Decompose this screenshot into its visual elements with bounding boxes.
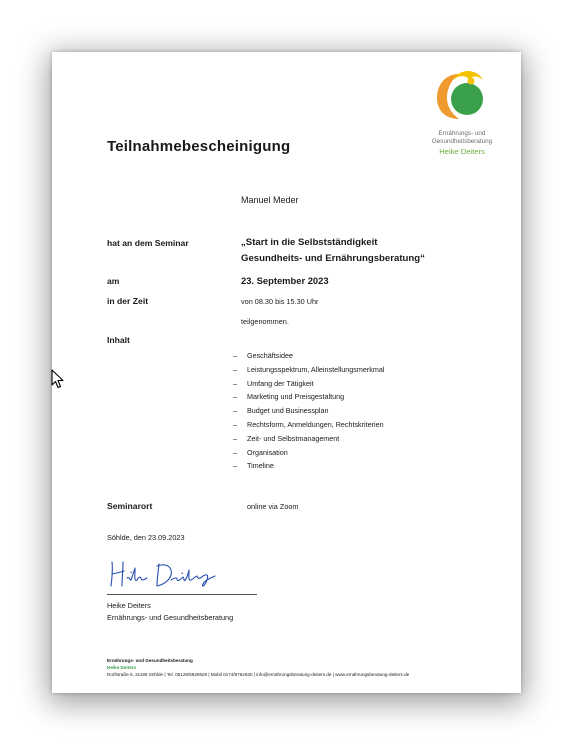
- seminar-title-line1: „Start in die Selbstständigkeit: [241, 237, 378, 248]
- topic-item: [233, 404, 384, 418]
- topic-bullet: –: [233, 378, 237, 388]
- seminar-label: hat an dem Seminar: [107, 238, 189, 248]
- signer-role: Ernährungs- und Gesundheitsberatung: [107, 613, 234, 622]
- venue-label: Seminarort: [107, 501, 153, 511]
- topic-label: Timeline: [247, 461, 274, 471]
- topic-label: Umfang der Tätigkeit: [247, 378, 314, 388]
- logo-text-line2: Gesundheitsberatung: [431, 138, 493, 145]
- signature-line: [107, 594, 257, 595]
- topic-bullet: –: [233, 447, 237, 457]
- time-value: von 08.30 bis 15.30 Uhr: [241, 297, 319, 306]
- certificate-page: [52, 52, 521, 693]
- document-title: Teilnahmebescheinigung: [107, 138, 291, 155]
- footer-contact: Dorfstraße 6, 31185 Söhlde | Tel. 05129/6829628 | Mobil 0174/6762630 | info@ernährungsberatung-deiters.de | www.ernährungsberatung-deiters.de: [107, 672, 410, 677]
- contents-label: Inhalt: [107, 335, 130, 345]
- topic-label: Leistungsspektrum, Alleinstellungsmerkmal: [247, 364, 385, 374]
- topic-label: Budget und Businessplan: [247, 406, 329, 416]
- topic-bullet: –: [233, 461, 237, 471]
- topic-item: [233, 432, 384, 446]
- company-logo: [418, 66, 506, 156]
- topic-bullet: –: [233, 364, 237, 374]
- topic-bullet: –: [233, 392, 237, 402]
- participated-text: teilgenommen.: [241, 317, 289, 326]
- footer-owner: Heike Deiters: [107, 665, 137, 670]
- topic-item: [233, 459, 384, 473]
- venue-value: online via Zoom: [247, 502, 299, 511]
- topic-bullet: –: [233, 406, 237, 416]
- date-value: 23. September 2023: [241, 275, 329, 286]
- footer-company: Ernährungs- und Gesundheitsberatung: [107, 658, 193, 663]
- logo-text-line3: Heike Deiters: [439, 147, 485, 156]
- topics-list: [233, 349, 384, 473]
- topic-item: [233, 349, 384, 363]
- handwritten-signature: [107, 556, 217, 592]
- topic-label: Geschäftsidee: [247, 351, 293, 360]
- mouse-cursor-icon: [51, 369, 65, 389]
- logo-text-line1: Ernährungs- und: [438, 130, 486, 137]
- logo-mark-icon: [431, 66, 493, 128]
- topic-bullet: –: [233, 351, 237, 360]
- topic-bullet: –: [233, 419, 237, 429]
- seminar-title-line2: Gesundheits- und Ernährungsberatung“: [241, 253, 425, 264]
- topic-item: [233, 390, 384, 404]
- topic-item: [233, 418, 384, 432]
- topic-label: Rechtsform, Anmeldungen, Rechtskriterien: [247, 419, 384, 429]
- topic-item: [233, 446, 384, 460]
- logo-yellow-dot: [468, 78, 475, 85]
- place-date: Söhlde, den 23.09.2023: [107, 533, 185, 542]
- topic-label: Marketing und Preisgestaltung: [247, 392, 345, 402]
- topic-label: Organisation: [247, 447, 288, 457]
- signer-name: Heike Deiters: [107, 601, 151, 610]
- participant-name: Manuel Meder: [241, 195, 299, 205]
- topic-bullet: –: [233, 433, 237, 443]
- topic-label: Zeit- und Selbstmanagement: [247, 433, 340, 443]
- logo-green-circle: [451, 83, 483, 115]
- logo-yellow-shape: [453, 71, 483, 80]
- date-label: am: [107, 276, 120, 286]
- topic-item: [233, 363, 384, 377]
- topic-item: [233, 377, 384, 391]
- time-label: in der Zeit: [107, 296, 149, 306]
